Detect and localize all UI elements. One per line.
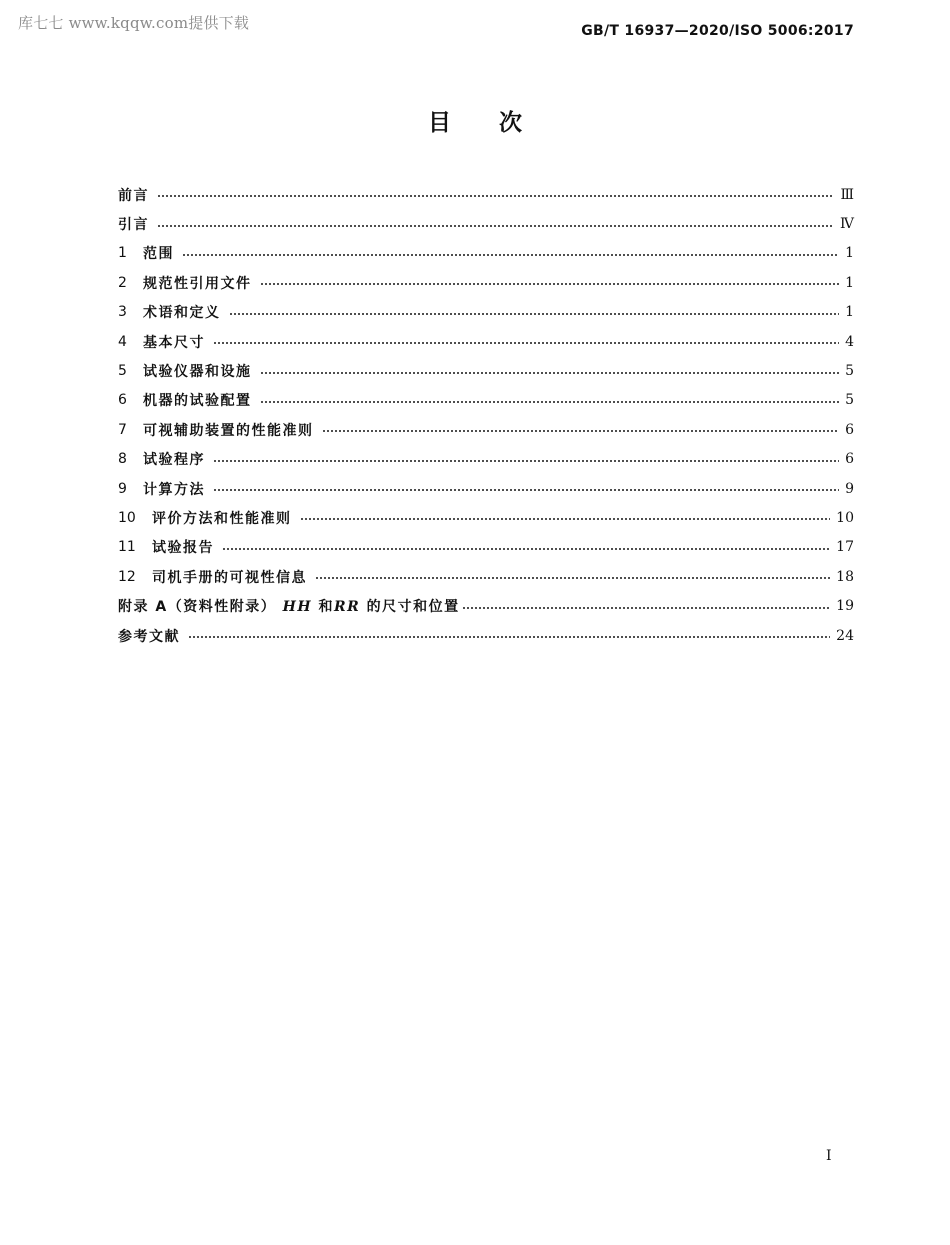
toc-label: 计算方法 (143, 481, 205, 498)
toc-entry-6[interactable] (118, 386, 854, 415)
dot-leader (213, 342, 839, 344)
dot-leader (260, 401, 840, 403)
toc-label: 引言 (118, 217, 149, 234)
dot-leader (213, 460, 839, 462)
toc-page: 6 (845, 451, 854, 468)
table-of-contents (118, 180, 854, 650)
toc-entry-5[interactable] (118, 356, 854, 385)
toc-number: 5 (118, 363, 127, 380)
toc-label: 试验报告 (152, 540, 214, 557)
dot-leader (315, 577, 830, 579)
toc-page: 1 (845, 274, 854, 291)
annex-tail: 的尺寸和位置 (366, 599, 460, 616)
page-number: I (826, 1148, 832, 1164)
title-char-right: 次 (499, 110, 522, 136)
toc-page: 6 (845, 421, 854, 438)
toc-label: 机器的试验配置 (143, 393, 252, 410)
toc-entry-11[interactable] (118, 533, 854, 562)
dot-leader (300, 518, 831, 520)
toc-page: Ⅲ (840, 186, 854, 203)
toc-number: 8 (118, 451, 127, 468)
toc-label: 前言 (118, 187, 149, 204)
toc-entry-introduction[interactable] (118, 209, 854, 238)
toc-page: 5 (845, 363, 854, 380)
toc-page: 4 (845, 333, 854, 350)
toc-label: 范围 (143, 246, 174, 263)
dot-leader (188, 636, 830, 638)
toc-label: 基本尺寸 (143, 334, 205, 351)
dot-leader (222, 548, 830, 550)
toc-label: 参考文献 (118, 628, 180, 645)
toc-page: 18 (836, 568, 854, 585)
toc-number: 6 (118, 392, 127, 409)
dot-leader (322, 430, 840, 432)
toc-page: 19 (836, 598, 854, 615)
toc-entry-10[interactable] (118, 503, 854, 532)
dot-leader (462, 607, 831, 609)
toc-entry-annex-a[interactable] (118, 591, 854, 620)
toc-page: 1 (845, 304, 854, 321)
toc-label: 司机手册的可视性信息 (152, 569, 307, 586)
dot-leader (213, 489, 839, 491)
toc-page: 5 (845, 392, 854, 409)
annex-and: 和 (318, 599, 334, 616)
toc-number: 7 (118, 421, 127, 438)
toc-entry-foreword[interactable] (118, 180, 854, 209)
toc-number: 3 (118, 304, 127, 321)
toc-page: 1 (845, 245, 854, 262)
toc-number: 11 (118, 539, 136, 556)
toc-entry-bibliography[interactable] (118, 621, 854, 650)
dot-leader (260, 283, 840, 285)
dot-leader (182, 254, 839, 256)
toc-entry-9[interactable] (118, 474, 854, 503)
toc-entry-12[interactable] (118, 562, 854, 591)
toc-label: 可视辅助装置的性能准则 (143, 422, 314, 439)
toc-label: 试验仪器和设施 (143, 364, 252, 381)
toc-label (118, 596, 460, 616)
toc-page: 17 (836, 539, 854, 556)
toc-page: 9 (845, 480, 854, 497)
standard-code-header: GB/T 16937—2020/ISO 5006:2017 (581, 23, 854, 39)
toc-label: 试验程序 (143, 452, 205, 469)
toc-number: 1 (118, 245, 127, 262)
annex-var-rr: RR (333, 599, 361, 616)
watermark-text: 库七七 www.kqqw.com提供下载 (18, 14, 250, 32)
toc-number: 2 (118, 274, 127, 291)
toc-page: 10 (836, 509, 854, 526)
dot-leader (229, 313, 840, 315)
toc-number: 4 (118, 333, 127, 350)
toc-entry-1[interactable] (118, 239, 854, 268)
title-char-left: 目 (428, 110, 451, 136)
dot-leader (260, 372, 840, 374)
toc-label: 评价方法和性能准则 (152, 510, 292, 527)
toc-page: 24 (836, 627, 854, 644)
toc-entry-7[interactable] (118, 415, 854, 444)
toc-page: Ⅳ (840, 216, 854, 233)
toc-number: 10 (118, 509, 136, 526)
toc-label: 规范性引用文件 (143, 275, 252, 292)
toc-number: 12 (118, 568, 136, 585)
toc-entry-8[interactable] (118, 445, 854, 474)
toc-number: 9 (118, 480, 127, 497)
toc-entry-2[interactable] (118, 268, 854, 297)
dot-leader (157, 195, 834, 197)
annex-var-hh: HH (282, 599, 313, 616)
toc-entry-4[interactable] (118, 327, 854, 356)
dot-leader (157, 225, 834, 227)
toc-entry-3[interactable] (118, 298, 854, 327)
toc-label: 术语和定义 (143, 305, 221, 322)
page-title (0, 104, 950, 137)
annex-label: 附录 A（资料性附录） (118, 599, 277, 616)
